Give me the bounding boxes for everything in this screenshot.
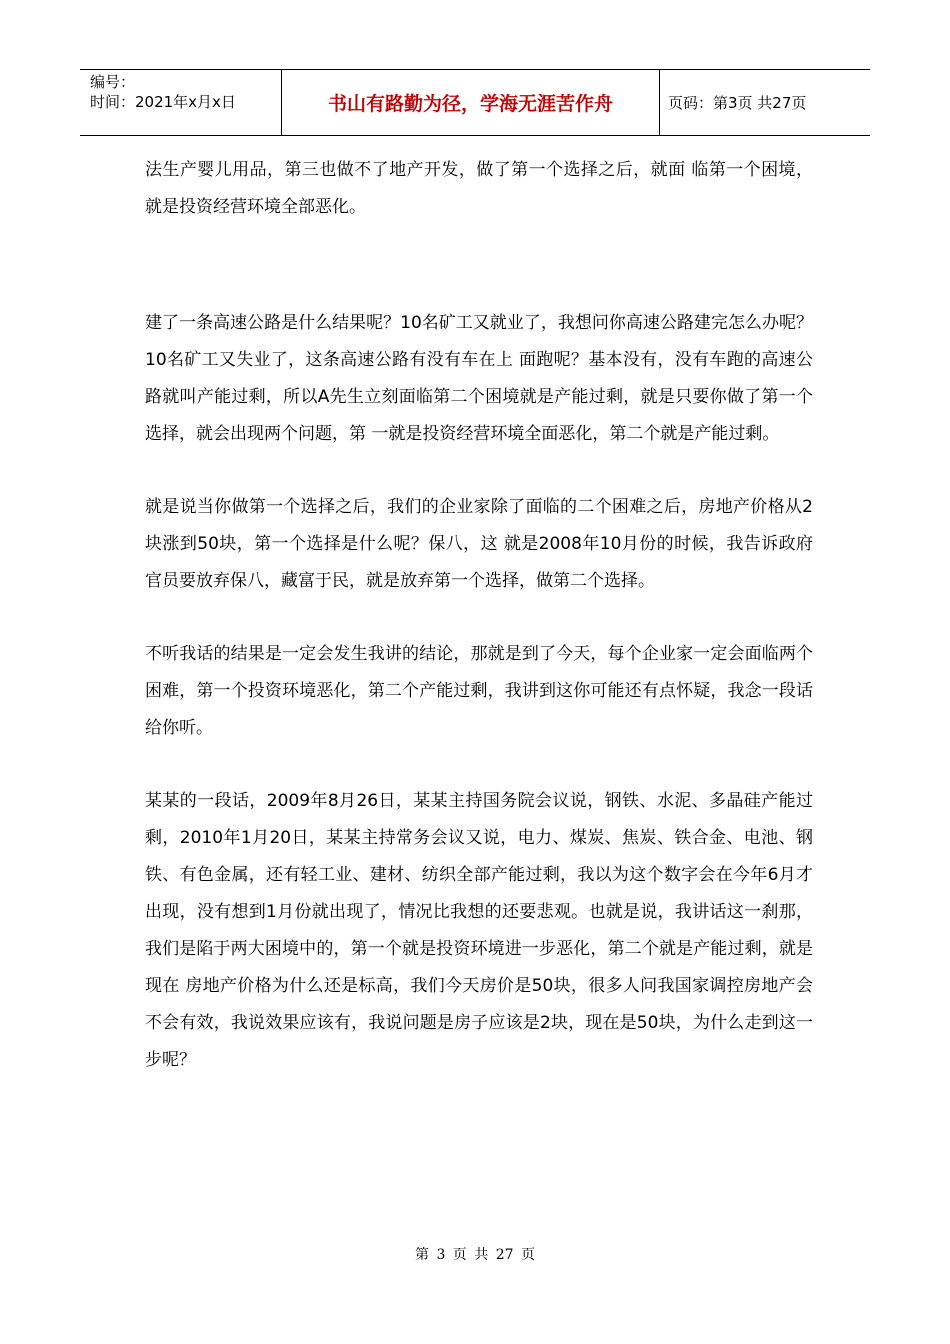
header-motto: 书山有路勤为径，学海无涯苦作舟: [327, 93, 613, 115]
paragraph-2: 建了一条高速公路是什么结果呢？10名矿工又就业了，我想问你高速公路建完怎么办呢？10名矿工又失业了，这条高速公路有没有车在上 面跑呢？基本没有，没有车跑的高速公路就叫产能过剩，所以A先生立刻面临第二个困境就是产能过剩，就是只要你做了第一个选择，就会出现两个问题，第 一就是投资经营环境全面恶化，第二个就是产能过剩。: [145, 313, 813, 444]
header-left-cell: [80, 70, 282, 135]
paragraph-4: 不听我话的结果是一定会发生我讲的结论，那就是到了今天，每个企业家一定会面临两个困难，第一个投资环境恶化，第二个产能过剩，我讲到这你可能还有点怀疑，我念一段话给你听。: [145, 644, 813, 738]
serial-number-label: 编号：: [90, 73, 136, 91]
paragraph-1: 法生产婴儿用品，第三也做不了地产开发，做了第一个选择之后，就面 临第一个困境，就是投资经营环境全部恶化。: [145, 160, 813, 217]
page-footer: 第 3 页 共 27 页: [415, 1247, 535, 1263]
header-middle-cell: [282, 70, 660, 135]
document-body: [145, 152, 813, 1079]
paragraph-3: 就是说当你做第一个选择之后，我们的企业家除了面临的二个困难之后，房地产价格从2块涨到50块，第一个选择是什么呢？保八，这 就是2008年10月份的时候，我告诉政府官员要放弃保八，藏富于民，就是放弃第一个选择，做第二个选择。: [145, 497, 813, 591]
paragraph-5: 某某的一段话，2009年8月26日，某某主持国务院会议说，钢铁、水泥、多晶硅产能过剩，2010年1月20日，某某主持常务会议又说，电力、煤炭、焦炭、铁合金、电池、钢铁、有色金属，还有轻工业、建材、纺织全部产能过剩，我以为这个数字会在今年6月才出现，没有想到1月份就出现了，情况比我想的还要悲观。也就是说，我讲话这一刹那，我们是陷于两大困境中的，第一个就是投资环境进一步恶化，第二个就是产能过剩，就是现在 房地产价格为什么还是标高，我们今天房价是50块，很多人问我国家调控房地产会不会有效，我说效果应该有，我说问题是房子应该是2块，现在是50块，为什么走到这一步呢？: [145, 791, 813, 1070]
header-right-cell: [660, 70, 870, 135]
page-header: [80, 69, 870, 136]
date-text: 时间：2021年x月x日: [90, 93, 236, 111]
header-page-info: 页码：第3页 共27页: [668, 94, 807, 112]
